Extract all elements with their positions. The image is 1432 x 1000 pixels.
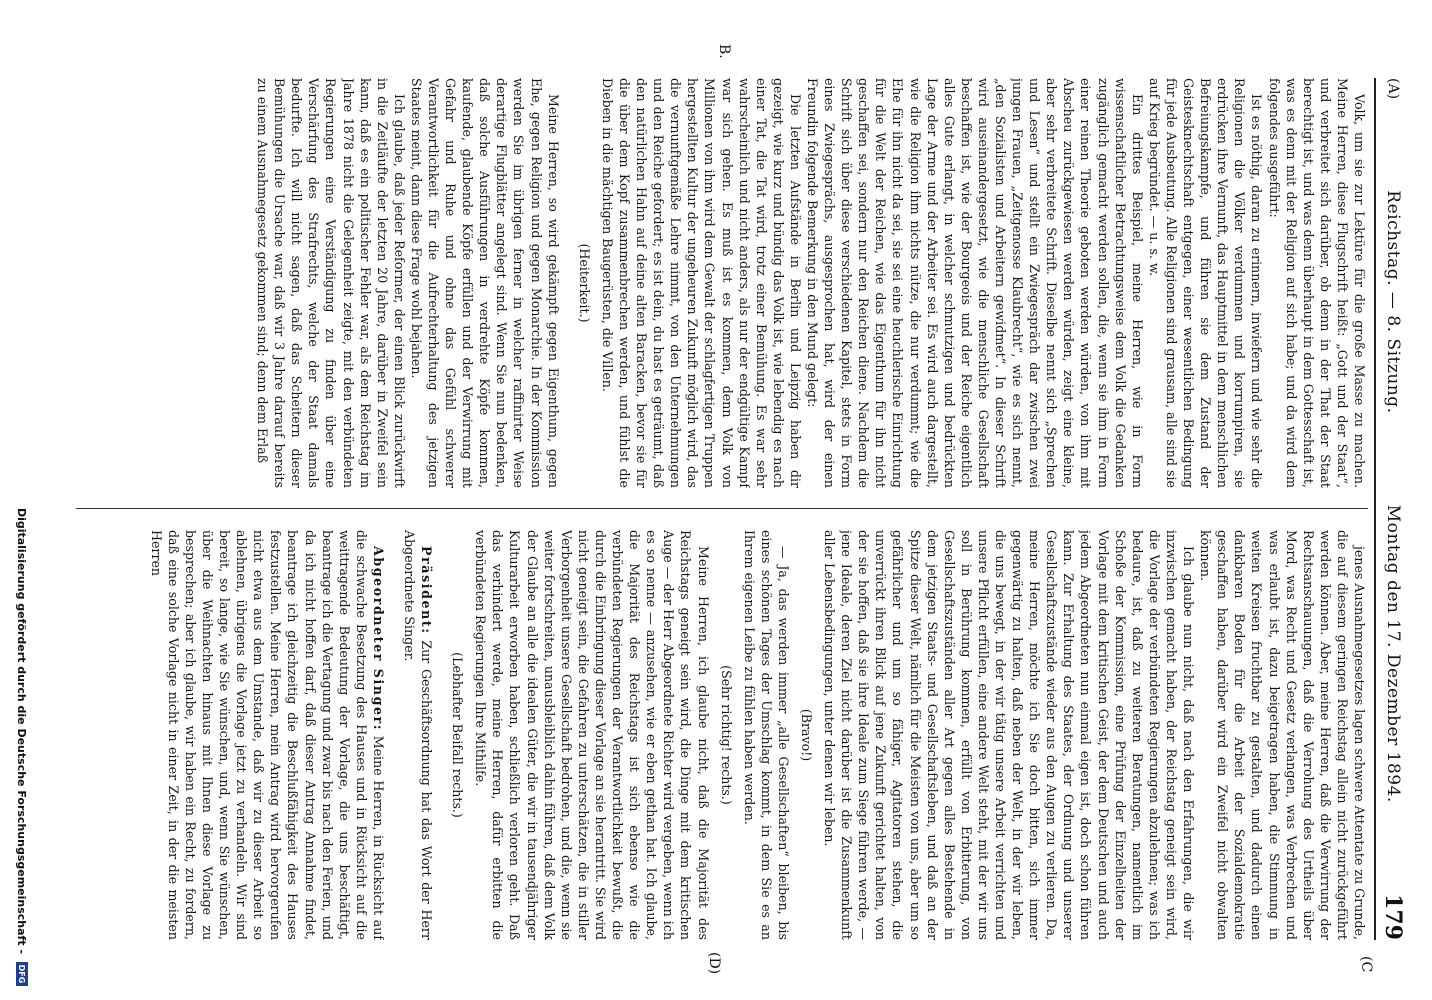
- margin-marker-b: B.: [716, 44, 732, 59]
- footer-credit: Digitalisierung gefördert durch die Deutsche Forschungsgemeinschaft -: [15, 507, 29, 954]
- speaker-label: Abgeordneter Singer:: [370, 546, 386, 732]
- speaker-label: Präsident:: [419, 546, 435, 635]
- paragraph: Ich glaube nun nicht, daß nach den Erfahrungen, die wir inzwischen gemacht haben, der Reichstag geneigt sein wird, die Vorlage der verbündeten Regierungen abzulehnen; was ich bedaure, ist, daß zu weiteren Beratungen, namentlich im Schoße der Kommission, eine Prüfung der Einzelheiten der Vorlage mit dem kritischen Geist, der dem Deutschen und auch jedem Abgeordneten nun einmal eigen ist, doch schon führen kann. Zur Erhaltung des Staates, der Ordnung und unserer Gesellschaftszustände wieder aus den Augen zu verlieren. Da, meine Herren, möchte ich Sie doch bitten, sich immer gegenwärtig zu halten, daß neben der Welt, in der wir leben, die uns bewegt, in der wir tätig unsere Arbeit verrichten und unsere Pflicht erfüllen, eine andere Welt steht, mit der wir uns soll in Berührung kommen, erfüllt von Erbitterung, von Gesellschaftszuständen aller Art gegen alles Bestehende in dem jetzigen Staats- und Gesellschaftsleben, und daß an der Spitze dieser Welt, nämlich für die Meisten von uns, aber um so gefährlicher und um so fähiger, Agitatoren stehen, die unverrückt ihren Blick auf jene Zukunft gerichtet halten, von der sie hoffen, daß sie ihre Ideale zum Siege führen werde, — jene Ideale, deren Ziel nicht darüber ist die Zusammenkunft aller Lebensbedingungen, unter denen wir leben.: [822, 530, 1197, 940]
- speech-text: Meine Herren, in Rücksicht auf die schwache Besetzung des Hauses und in Rücksicht auf die weittragende Bedeutung der Vorlage, die uns beschäftigt, beantrage ich die Vertagung und zwar bis nach den Ferien, und da ich nicht hoffen darf, daß dieser Antrag Annahme findet, beantrage ich gleichzeitig die Beschlußfähigkeit des Hauses festzustellen. Meine Herren, mein Antrag wird hervorgerufen nicht etwa aus dem Umstande, daß wir zu dieser Arbeit so ablehnen, übrigens die Vorlage jetzt zu verhandeln. Wir sind bereit, so lange, wie Sie wünschen, und, wenn Sie wünschen, über die Weihnachten hinaus mit Ihnen diese Vorlage zu besprechen; aber ich glaube, wir haben ein Recht, zu fordern, daß eine solche Vorlage nicht in einer Zeit, in der die meisten Herren: [148, 530, 386, 940]
- paragraph: Ist es nöthig, daran zu erinnern, inwiefern und wie sehr die Religionen die Völker verdummen und korrumpiren, sie erdrücken ihre Vernunft, das Hauptmittel in dem menschlichen Befreiungskampfe, und führen sie dem Zustand der Geistesknechtschaft entgegen, einer wesentlichen Bedingung für jede Ausbeutung. Alle Religionen sind grausam, alle sind sie auf Krieg begründet. — u. s. w.: [1146, 78, 1265, 488]
- header-session-title: Reichstag. — 8. Sitzung.: [1383, 190, 1403, 414]
- page-number: 179: [1380, 894, 1406, 940]
- paragraph: jenes Ausnahmegesetzes lagen schwere Attentate zu Grunde, die auf diesem geringen Reichstag allein nicht zurückgeführt werden können. Aber, meine Herren, daß die Verwirrung der Rechtsanschauungen, daß die Verrohung des Urtheils über Mord, was Recht und Gesetz verlangen, was Verbrechen und was erlaubt ist, dazu beigetragen haben, die Stimmung in weiten Kreisen fruchtbar zu gestalten, und dadurch einen dankbaren Boden für die Arbeit der Sozialdemokratie geschaffen haben, darüber wird ein Zweifel nicht obwalten können.: [1198, 530, 1367, 940]
- page-header: [1374, 78, 1410, 940]
- stage-direction: (Lebhafter Beifall rechts.): [450, 652, 466, 818]
- paragraph: Meine Herren, so wird gekämpft gegen Eigenthum, gegen Ehe, gegen Religion und gegen Monarchie. In der Kommission werden Sie im übrigen ferner in welcher raffinirter Weise derartige Flugblätter angelegt sind. Wenn Sie nun bedenken, daß solche Ausführungen in verdrehte Köpfe kommen, kaufende, glaubende Köpfe erfüllen und der Verwirrung mit Gefahr und Ruhe und ohne das Gefühl schwerer Verantwortlichkeit für die Aufrechterhaltung des jetzigen Staates meint, dann diese Frage wohl bejahen.: [408, 78, 561, 488]
- speaker-paragraph: [401, 530, 435, 940]
- dfg-logo: DFG: [16, 962, 28, 986]
- stage-direction: (Sehr richtig! rechts.): [718, 665, 734, 805]
- stage-direction: (Bravo!): [799, 708, 814, 762]
- paragraph: Ich glaube, daß jeder Reformer, der einen Blick zurückwirft in die Zeitläufte der letzten 20 Jahre, darüber in Zweifel sein kann, daß es ein politischer Fehler war, als dem Reichstag im Jahre 1878 nicht die Gelegenheit zeigte, mit den verbündeten Regierungen eine Verständigung zu finden über eine Verschärfung des Strafrechts, welche der Staat damals bedurfte. Ich will nicht sagen, daß das Scheitern dieser Bemühungen die Ursache war, daß wir 3 Jahre darauf bereits zu einem Ausnahmegesetz gekommen sind; denn dem Erlaß: [255, 78, 407, 488]
- column-divider: [76, 508, 1368, 509]
- left-text-column: [76, 78, 1368, 488]
- margin-marker-d: (D): [706, 952, 722, 975]
- paragraph: Meine Herren, ich glaube nicht, daß die Majorität des Reichstags geneigt sein wird, die Dinge mit dem kritischen Auge — der Herr Abgeordnete Richter wird vergeben, wenn ich es so nenne — anzusehen, wie er eben gethan hat. Ich glaube, die Majorität des Reichstags ist sich ebenso wie die verbündeten Regierungen der Verantwortlichkeit bewußt, die durch die Einbringung dieser Vorlage an sie herantritt. Sie wird nicht geneigt sein, die Gefahren zu unterschätzen, die in stiller Verborgenheit unsere Gesellschaft bedrohen, und die, wenn sie weiter fortschreiten, unausbleiblich dahin führen, daß dem Volk der Glaube an alle die idealen Güter, die wir in tausendjähriger Kulturarbeit erworben haben, schließlich verloren geht. Daß das verhindert werde, meine Herren, dafür erbitten die verbündeten Regierungen Ihre Mithilfe.: [473, 530, 711, 940]
- margin-marker-a: (A): [1385, 78, 1401, 100]
- right-text-column: [76, 530, 1368, 940]
- digitization-footer: [8, 0, 36, 1000]
- paragraph: Die letzten Aufstände in Berlin und Leipzig haben dir gezeigt, wie kurz und bündig das Volk ist, wie lebendig es nach einer Tat, die Tat wird, trotz einer Bemühung. Es war sehr wahrscheinlich und nicht anders, als nur der endgültige Kampf war sich gehen. Es muß ist es kommen, denn Volk von Millionen von ihm wird dem Gewalt der schlagfertigen Truppen hergestellten Kultur der ungeheuren Zukunft möglich wird, das die vernunftgemäße Lehre nimmt, von den Unternehmungen und den Reiche gefordert; es ist dein, du hast es geträumt, daß den natürlichen Hahn auf deine alten Baracken, bevor sie für die über dem Kopf zusammenbrechen werden, und fühlst die Dieben in die mächtigen Baugerüsten, die Villen.: [599, 78, 803, 488]
- speech-text: Zur Geschäftsordnung hat das Wort der Herr Abgeordnete Singer.: [402, 530, 435, 940]
- speaker-paragraph: [148, 530, 387, 940]
- paragraph: Volk, um sie zur Lektüre für die große Masse zu machen. Meine Herren, diese Flugschrift heißt: „Gott und der Staat“, und verbreitet sich darüber, ob denn in der That der Staat berechtigt ist, und was denn überhaupt in dem Gottesschaft ist, was es denn mit der Religion auf sich habe; und da wird dem folgendes ausgeführt:: [1266, 78, 1367, 488]
- margin-marker-c: (C: [1358, 956, 1374, 973]
- header-date: Montag den 17. Dezember 1894.: [1383, 504, 1403, 803]
- paragraph: Ein drittes Beispiel, meine Herren, wie in Form wissenschaftlicher Betrachtungsweise dem Volk die Gedanken zugänglich gemacht werden sollen, die, wenn sie ihm in Form einer reinen Theorie geboten werden würden, von ihm mit Abscheu zurückgewiesen werden würden, zeigt eine kleine, aber sehr verbreitete Schrift. Dieselbe nennt sich „Sprechen und Lesen“ und stellt ein Zwiegespräch dar zwischen zwei jungen Frauen, „Zeitgenosse Klaubrecht“, wie es sich nennt, „den Sozialisten und Arbeitern gewidmet“. In dieser Schrift wird auseinandergesetzt, wie die menschliche Gesellschaft beschaffen ist, wie der Bourgeois und der Reiche eigentlich alles Gute erlangt, in welcher schmutzigen und bedrückten Lage der Arme und der Arbeiter sei. Es wird auch dargestellt, wie die Religion ihm nichts nütze, die nur verdummt; wie die Ehe für ihn nicht da sei, sie sei eine heuchlerische Einrichtung für die Welt der Reichen, wie das Eigenthum für ihn nicht geschaffen sei, sondern nur den Reichen diene. Nachdem die Schrift sich über diese verschiedenen Kapitel, stets in Form eines Zwiegesprächs, ausgesprochen hat, wird der einen Freundin folgende Bemerkung in den Mund gelegt:: [805, 78, 1145, 488]
- stage-direction: (Heiterkeit.): [576, 243, 592, 323]
- paragraph: — Ja, das werden immer „alle Gesellschaften“ bleiben, bis eines schönen Tages der Umschlag kommt, in dem Sie es an Ihrem eigenen Leibe zu fühlen haben werden.: [741, 530, 791, 940]
